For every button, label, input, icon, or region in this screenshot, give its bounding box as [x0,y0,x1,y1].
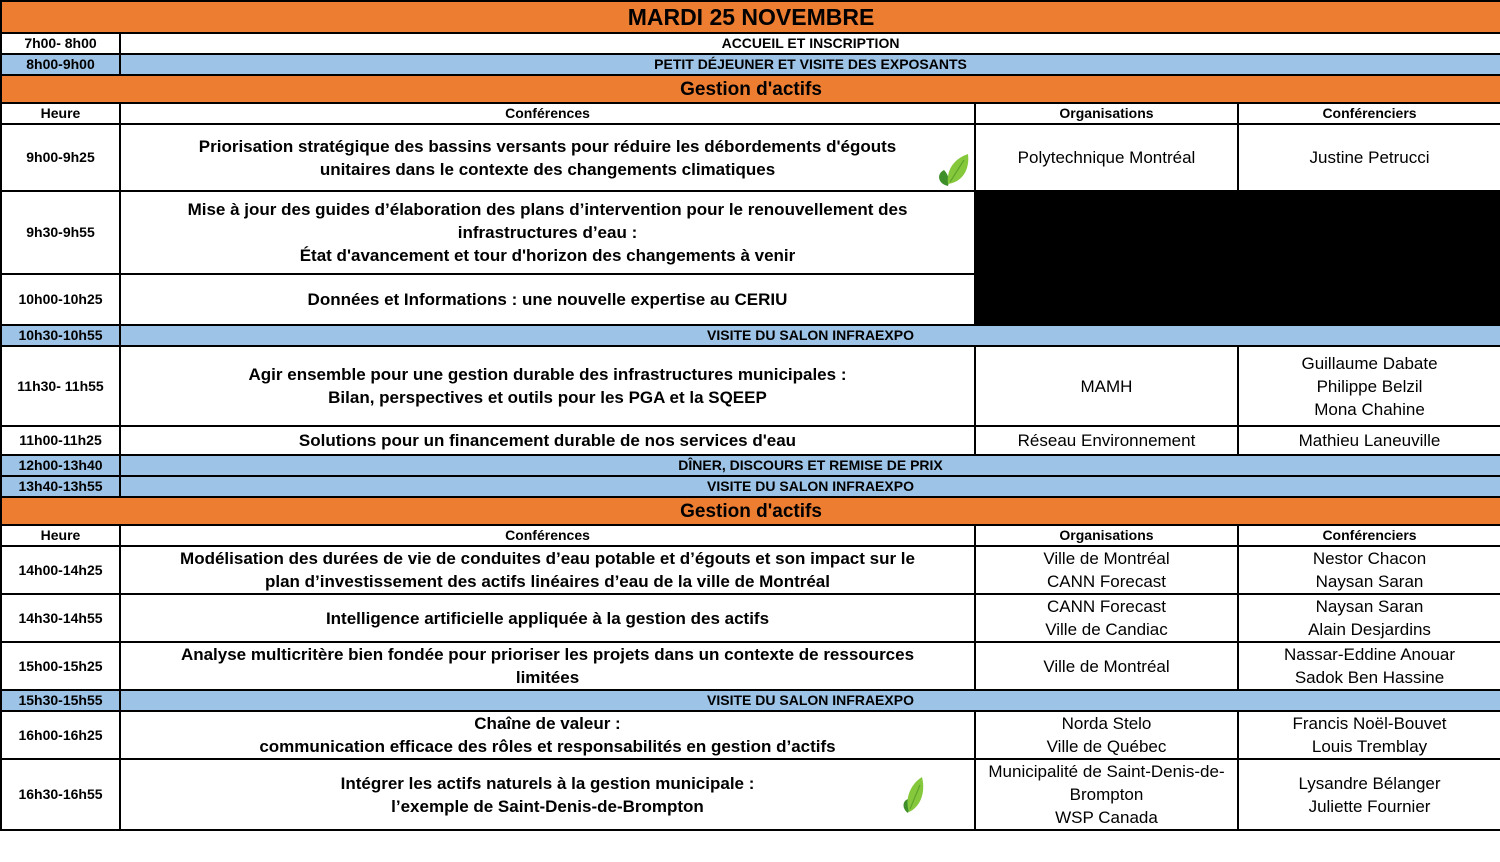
schedule-row-break [1,325,1500,346]
header-conferences: Conférences [120,103,975,124]
schedule-row-break [1,690,1500,711]
activity-label: VISITE DU SALON INFRAEXPO [120,690,1500,711]
organisation-cell: MAMH [975,346,1238,426]
schedule-row-break [1,476,1500,497]
conference-title: Priorisation stratégique des bassins versants pour réduire les débordements d'égouts unitaires dans le contexte des changements climatiques [120,124,975,191]
leaf-icon [900,775,926,815]
table-row [1,191,1500,274]
table-row [1,711,1500,759]
schedule-row-breakfast [1,54,1500,75]
conference-title: Modélisation des durées de vie de conduites d’eau potable et d’égouts et son impact sur le plan d’investissement des actifs linéaires d’eau de la ville de Montréal [120,546,975,594]
conference-title: Agir ensemble pour une gestion durable des infrastructures municipales : Bilan, perspectives et outils pour les PGA et la SQEEP [120,346,975,426]
leaf-icon [934,152,970,188]
time-cell: 16h30-16h55 [1,759,120,830]
table-row [1,346,1500,426]
day-title: MARDI 25 NOVEMBRE [1,1,1500,33]
header-conferenciers: Conférenciers [1238,525,1500,546]
activity-label: ACCUEIL ET INSCRIPTION [120,33,1500,54]
table-row [1,124,1500,191]
time-cell: 9h00-9h25 [1,124,120,191]
header-heure: Heure [1,525,120,546]
organisation-cell: Ville de Montréal CANN Forecast [975,546,1238,594]
section-title: Gestion d'actifs [1,75,1500,103]
speaker-cell: Francis Noël-Bouvet Louis Tremblay [1238,711,1500,759]
header-organisations: Organisations [975,103,1238,124]
activity-label: PETIT DÉJEUNER ET VISITE DES EXPOSANTS [120,54,1500,75]
conference-title: Intégrer les actifs naturels à la gestion municipale : l’exemple de Saint-Denis-de-Brompton [120,759,975,830]
header-conferences: Conférences [120,525,975,546]
activity-label: DÎNER, DISCOURS ET REMISE DE PRIX [120,455,1500,476]
time-cell: 7h00- 8h00 [1,33,120,54]
column-headers [1,525,1500,546]
time-cell: 8h00-9h00 [1,54,120,75]
time-cell: 10h00-10h25 [1,274,120,325]
speaker-cell: Mathieu Laneuville [1238,426,1500,455]
speaker-cell: Naysan Saran Alain Desjardins [1238,594,1500,642]
table-row [1,546,1500,594]
column-headers [1,103,1500,124]
speaker-cell: Guillaume Dabate Philippe Belzil Mona Chahine [1238,346,1500,426]
activity-label: VISITE DU SALON INFRAEXPO [120,476,1500,497]
time-cell: 11h00-11h25 [1,426,120,455]
time-cell: 16h00-16h25 [1,711,120,759]
time-cell: 9h30-9h55 [1,191,120,274]
time-cell: 10h30-10h55 [1,325,120,346]
table-row [1,642,1500,690]
time-cell: 15h00-15h25 [1,642,120,690]
table-row [1,426,1500,455]
time-cell: 14h30-14h55 [1,594,120,642]
header-organisations: Organisations [975,525,1238,546]
organisation-cell: Norda Stelo Ville de Québec [975,711,1238,759]
header-heure: Heure [1,103,120,124]
speaker-cell: Nassar-Eddine Anouar Sadok Ben Hassine [1238,642,1500,690]
conference-title: Intelligence artificielle appliquée à la gestion des actifs [120,594,975,642]
conference-title: Mise à jour des guides d’élaboration des plans d’intervention pour le renouvellement des infrastructures d’eau : État d'avancement et tour d'horizon des changements à venir [120,191,975,274]
redacted-block [975,191,1500,325]
table-row [1,759,1500,830]
section-title: Gestion d'actifs [1,497,1500,525]
time-cell: 13h40-13h55 [1,476,120,497]
conference-title: Données et Informations : une nouvelle expertise au CERIU [120,274,975,325]
organisation-cell: Ville de Montréal [975,642,1238,690]
speaker-cell: Lysandre Bélanger Juliette Fournier [1238,759,1500,830]
organisation-cell: Municipalité de Saint-Denis-de- Brompton WSP Canada [975,759,1238,830]
organisation-cell: Réseau Environnement [975,426,1238,455]
time-cell: 14h00-14h25 [1,546,120,594]
activity-label: VISITE DU SALON INFRAEXPO [120,325,1500,346]
speaker-cell: Nestor Chacon Naysan Saran [1238,546,1500,594]
time-cell: 11h30- 11h55 [1,346,120,426]
table-row [1,594,1500,642]
speaker-cell: Justine Petrucci [1238,124,1500,191]
conference-title: Solutions pour un financement durable de nos services d'eau [120,426,975,455]
schedule-row-lunch [1,455,1500,476]
organisation-cell: Polytechnique Montréal [975,124,1238,191]
conference-title: Analyse multicritère bien fondée pour prioriser les projets dans un contexte de ressources limitées [120,642,975,690]
conference-title: Chaîne de valeur : communication efficace des rôles et responsabilités en gestion d’actifs [120,711,975,759]
time-cell: 12h00-13h40 [1,455,120,476]
organisation-cell: CANN Forecast Ville de Candiac [975,594,1238,642]
header-conferenciers: Conférenciers [1238,103,1500,124]
time-cell: 15h30-15h55 [1,690,120,711]
schedule-row-welcome [1,33,1500,54]
